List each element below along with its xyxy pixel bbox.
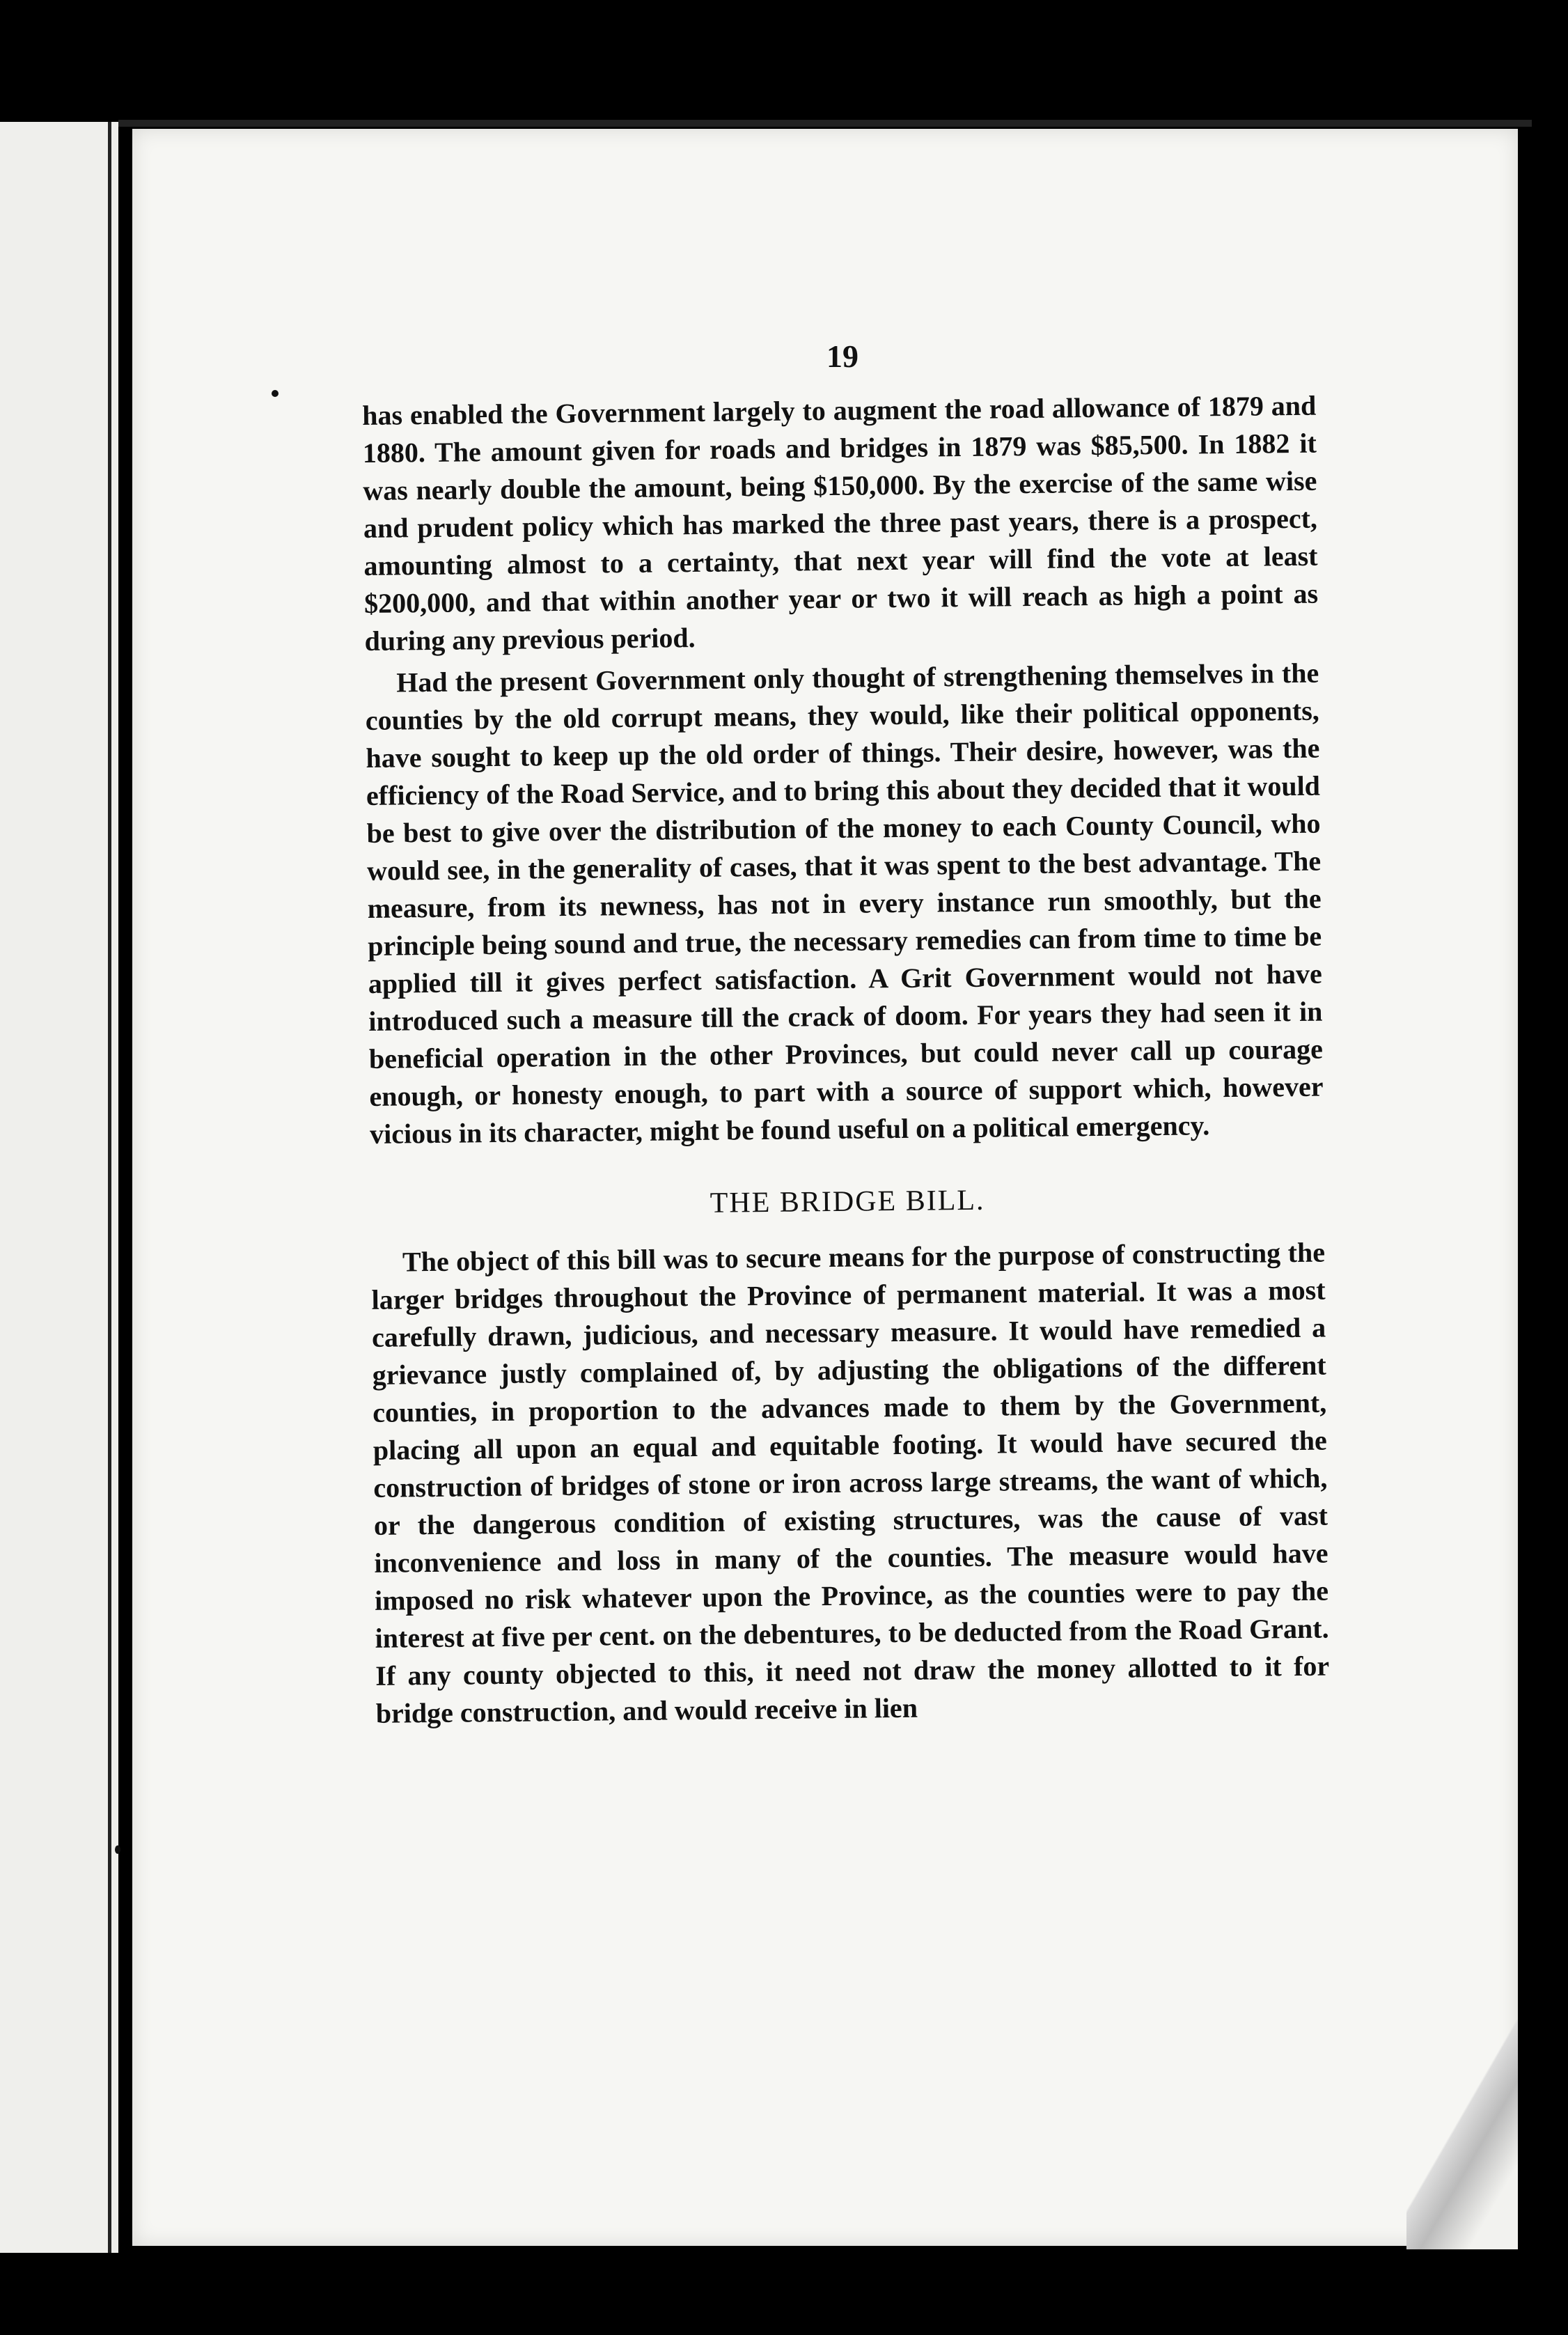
binding-gutter-line bbox=[108, 122, 111, 2253]
ink-speck bbox=[272, 390, 279, 397]
facing-page-edge bbox=[0, 122, 118, 2253]
paragraph-government-means: Had the present Government only thought of strengthening themselves in the counties by the old corrupt means, they would, like their political opponents, have sought to keep up the old order of things. Their desire, however, was the efficiency of the Road Service, and to bring this about they decided that it would be best to give over the distribution of the money to each County Council, who would see, in the generality of cases, that it was spent to the best advantage. The measure, from its newness, has not in every instance run smoothly, but the principle being sound and true, the necessary remedies can from time to time be applied till it gives perfect satisfaction. A Grit Government would not have introduced such a measure till the crack of doom. For years they had seen it in beneficial operation in the other Provinces, but could never call up courage enough, or honesty enough, to part with a source of support which, however vicious in its character, might be found useful on a political emergency. bbox=[365, 657, 1324, 1150]
paragraph-bridge-bill: The object of this bill was to secure means for the purpose of constructing the larger bridges throughout the Province of permanent material. It was a most carefully drawn, judicious, and necessary measure. It would have remedied a grievance justly complained of, by adjusting the obligations of the different counties, in proportion to the advances made to them by the Government, placing all upon an equal and equitable footing. It would have secured the construction of bridges of stone or iron across large streams, the want of which, or the dangerous condition of existing structures, was the cause of vast inconvenience and loss in many of the counties. The measure would have imposed no risk whatever upon the Province, as the counties were to pay the interest at five per cent. on the debentures, to be deducted from the Road Grant. If any county objected to this, it need not draw the money allotted to it for bridge construction, and would receive in lien bbox=[371, 1236, 1330, 1729]
page-corner-curl bbox=[1406, 2020, 1518, 2249]
page-body bbox=[362, 387, 1330, 1737]
section-heading-bridge-bill: THE BRIDGE BILL. bbox=[709, 1184, 985, 1219]
page-number: 19 bbox=[826, 338, 859, 374]
paragraph-continuation: has enabled the Government largely to augment the road allowance of 1879 and 1880. The amount given for roads and bridges in 1879 was $85,500. In 1882 it was nearly double the amount, being $150,000. By the exercise of the same wise and prudent policy which has marked the three past years, there is a prospect, amounting almost to a certainty, that next year will find the vote at least $200,000, and that within another year or two it will reach as high a point as during any previous period. bbox=[362, 389, 1319, 657]
page-top-edge bbox=[118, 120, 1532, 127]
ink-speck bbox=[115, 1845, 120, 1854]
